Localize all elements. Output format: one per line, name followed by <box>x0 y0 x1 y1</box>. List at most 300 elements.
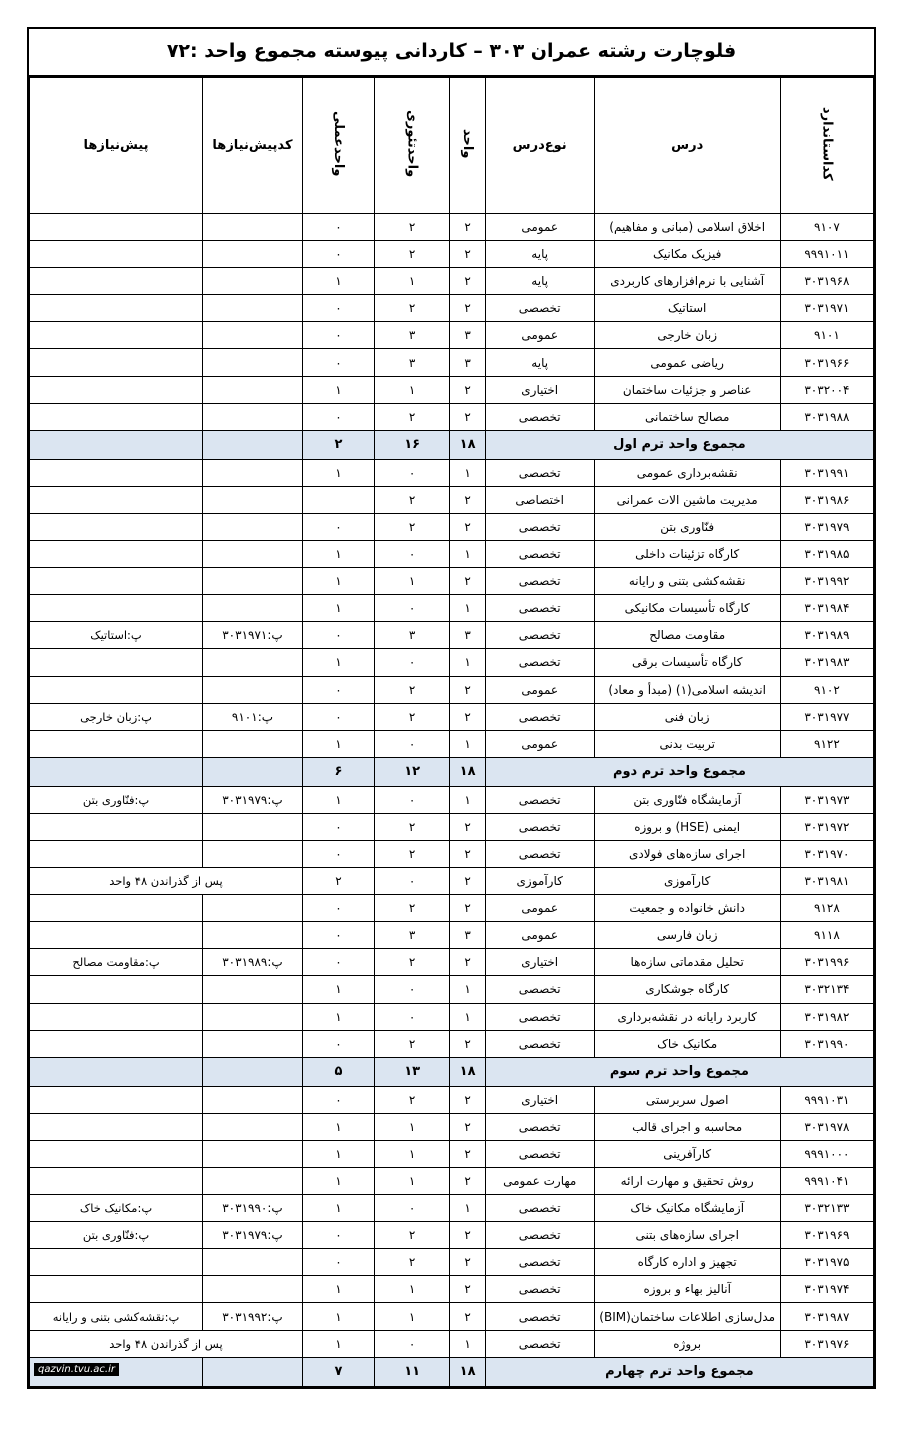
course-row <box>30 976 874 1003</box>
prerequisite-code <box>203 1030 303 1057</box>
prerequisite-code: پ:۳۰۳۱۹۹۲ <box>203 1303 303 1330</box>
course-row <box>30 403 874 430</box>
course-type: تخصصی <box>485 703 594 730</box>
prerequisite-name <box>30 376 203 403</box>
course-units: ۲ <box>450 1303 485 1330</box>
total-practical-units: ۶ <box>302 757 374 786</box>
course-type: تخصصی <box>485 786 594 813</box>
course-code: ۳۰۳۱۹۹۶ <box>780 949 873 976</box>
practical-units: ۱ <box>302 1140 374 1167</box>
prerequisite-name <box>30 840 203 867</box>
course-type: تخصصی <box>485 1222 594 1249</box>
course-name: اجرای سازه‌های فولادی <box>594 840 780 867</box>
header-prereq: پیش‌نیازها <box>30 78 203 214</box>
theory-units: ۲ <box>374 703 449 730</box>
theory-units: ۲ <box>374 295 449 322</box>
course-row <box>30 730 874 757</box>
course-name: اخلاق اسلامی (مبانی و مفاهیم) <box>594 214 780 241</box>
course-type: تخصصی <box>485 595 594 622</box>
practical-units: ۰ <box>302 214 374 241</box>
course-type: اختیاری <box>485 376 594 403</box>
prerequisite-name: پ:نقشه‌کشی بتنی و رایانه <box>30 1303 203 1330</box>
prerequisite-name <box>30 214 203 241</box>
course-code: ۳۰۳۱۹۶۶ <box>780 349 873 376</box>
course-row <box>30 703 874 730</box>
practical-units: ۱ <box>302 786 374 813</box>
course-name: آنالیز بهاء و بروزه <box>594 1276 780 1303</box>
table-body <box>30 214 874 1387</box>
course-name: کاربرد رایانه در نقشه‌برداری <box>594 1003 780 1030</box>
prerequisite-name: پ:فنّاوری بتن <box>30 786 203 813</box>
course-type: تخصصی <box>485 1003 594 1030</box>
theory-units: ۱ <box>374 568 449 595</box>
empty-cell <box>203 430 303 459</box>
course-row <box>30 376 874 403</box>
prerequisite-note: پس از گذراندن ۴۸ واحد <box>30 868 303 895</box>
course-type: تخصصی <box>485 976 594 1003</box>
course-row <box>30 241 874 268</box>
prerequisite-name <box>30 922 203 949</box>
course-units: ۲ <box>450 268 485 295</box>
course-units: ۲ <box>450 868 485 895</box>
prerequisite-code <box>203 268 303 295</box>
prerequisite-code: پ:۳۰۳۱۹۷۹ <box>203 786 303 813</box>
course-type: کارآموزی <box>485 868 594 895</box>
prerequisite-code <box>203 214 303 241</box>
theory-units: ۲ <box>374 486 449 513</box>
course-code: ۹۹۹۱۰۴۱ <box>780 1168 873 1195</box>
course-units: ۲ <box>450 513 485 540</box>
course-type: عمومی <box>485 676 594 703</box>
total-practical-units: ۲ <box>302 430 374 459</box>
course-type: تخصصی <box>485 1030 594 1057</box>
course-units: ۲ <box>450 295 485 322</box>
course-name: زبان فارسی <box>594 922 780 949</box>
practical-units: ۰ <box>302 295 374 322</box>
course-units: ۲ <box>450 214 485 241</box>
course-units: ۲ <box>450 703 485 730</box>
course-type: تخصصی <box>485 541 594 568</box>
prerequisite-name <box>30 322 203 349</box>
practical-units: ۰ <box>302 1222 374 1249</box>
prerequisite-code: پ:۳۰۳۱۹۸۹ <box>203 949 303 976</box>
course-units: ۱ <box>450 541 485 568</box>
theory-units: ۳ <box>374 622 449 649</box>
course-row <box>30 214 874 241</box>
course-name: کارگاه تأسیسات برقی <box>594 649 780 676</box>
course-name: تربیت بدنی <box>594 730 780 757</box>
course-code: ۹۱۲۲ <box>780 730 873 757</box>
prerequisite-code <box>203 649 303 676</box>
practical-units: ۱ <box>302 1003 374 1030</box>
table-header-row <box>30 78 874 214</box>
theory-units: ۰ <box>374 786 449 813</box>
practical-units: ۱ <box>302 649 374 676</box>
practical-units: ۰ <box>302 1086 374 1113</box>
theory-units: ۰ <box>374 595 449 622</box>
total-units: ۱۸ <box>450 1357 485 1386</box>
prerequisite-name <box>30 241 203 268</box>
header-theory: واحدتئوری <box>374 78 449 214</box>
practical-units: ۱ <box>302 1303 374 1330</box>
theory-units: ۲ <box>374 513 449 540</box>
course-type: تخصصی <box>485 1276 594 1303</box>
practical-units: ۰ <box>302 513 374 540</box>
course-units: ۱ <box>450 459 485 486</box>
practical-units: ۱ <box>302 1195 374 1222</box>
practical-units: ۰ <box>302 922 374 949</box>
prerequisite-name <box>30 1168 203 1195</box>
prerequisite-code <box>203 376 303 403</box>
prerequisite-name <box>30 649 203 676</box>
theory-units: ۰ <box>374 1195 449 1222</box>
course-code: ۳۰۳۱۹۷۷ <box>780 703 873 730</box>
practical-units: ۱ <box>302 1168 374 1195</box>
prerequisite-name <box>30 349 203 376</box>
term-total-label: مجموع واحد ترم دوم <box>485 757 873 786</box>
prerequisite-name <box>30 541 203 568</box>
course-row <box>30 1330 874 1357</box>
prerequisite-code <box>203 1113 303 1140</box>
prerequisite-name <box>30 1003 203 1030</box>
course-code: ۳۰۳۱۹۸۷ <box>780 1303 873 1330</box>
course-units: ۱ <box>450 1195 485 1222</box>
course-row <box>30 813 874 840</box>
prerequisite-code: پ:۳۰۳۱۹۷۹ <box>203 1222 303 1249</box>
course-row <box>30 1140 874 1167</box>
course-name: آزمایشگاه فنّاوری بتن <box>594 786 780 813</box>
prerequisite-code <box>203 595 303 622</box>
theory-units: ۱ <box>374 1140 449 1167</box>
prerequisite-name <box>30 1113 203 1140</box>
theory-units: ۱ <box>374 1303 449 1330</box>
practical-units <box>302 486 374 513</box>
header-code: کداستاندارد <box>780 78 873 214</box>
practical-units: ۰ <box>302 1030 374 1057</box>
prerequisite-name <box>30 1030 203 1057</box>
course-row <box>30 459 874 486</box>
course-type: عمومی <box>485 730 594 757</box>
prerequisite-name <box>30 1249 203 1276</box>
theory-units: ۰ <box>374 1330 449 1357</box>
course-row <box>30 1030 874 1057</box>
course-units: ۳ <box>450 322 485 349</box>
course-name: کارآفرینی <box>594 1140 780 1167</box>
prerequisite-code <box>203 1276 303 1303</box>
practical-units: ۱ <box>302 1276 374 1303</box>
course-type: عمومی <box>485 895 594 922</box>
course-row <box>30 595 874 622</box>
course-name: بروژه <box>594 1330 780 1357</box>
page-title: فلوچارت رشته عمران ۳۰۳ – کاردانی پیوسته مجموع واحد :۷۲ <box>29 29 874 77</box>
course-name: کارگاه جوشکاری <box>594 976 780 1003</box>
course-name: کارگاه تزئینات داخلی <box>594 541 780 568</box>
prerequisite-name <box>30 486 203 513</box>
course-row <box>30 676 874 703</box>
course-type: اختصاصی <box>485 486 594 513</box>
theory-units: ۱ <box>374 1276 449 1303</box>
course-type: پایه <box>485 349 594 376</box>
practical-units: ۰ <box>302 322 374 349</box>
course-name: مدل‌سازی اطلاعات ساختمان(BIM) <box>594 1303 780 1330</box>
course-type: عمومی <box>485 322 594 349</box>
practical-units: ۰ <box>302 241 374 268</box>
practical-units: ۰ <box>302 1249 374 1276</box>
prerequisite-code <box>203 459 303 486</box>
course-name: روش تحقیق و مهارت ارائه <box>594 1168 780 1195</box>
total-units: ۱۸ <box>450 430 485 459</box>
course-units: ۲ <box>450 840 485 867</box>
course-code: ۳۰۳۲۰۰۴ <box>780 376 873 403</box>
course-type: تخصصی <box>485 1330 594 1357</box>
theory-units: ۰ <box>374 459 449 486</box>
prerequisite-code <box>203 813 303 840</box>
empty-cell <box>30 757 203 786</box>
course-type: تخصصی <box>485 840 594 867</box>
practical-units: ۲ <box>302 868 374 895</box>
theory-units: ۰ <box>374 730 449 757</box>
course-row <box>30 486 874 513</box>
theory-units: ۲ <box>374 895 449 922</box>
course-row <box>30 349 874 376</box>
course-units: ۲ <box>450 568 485 595</box>
course-units: ۲ <box>450 949 485 976</box>
course-units: ۳ <box>450 922 485 949</box>
prerequisite-code <box>203 349 303 376</box>
course-row <box>30 840 874 867</box>
course-row <box>30 541 874 568</box>
prerequisite-name <box>30 676 203 703</box>
empty-cell <box>203 1057 303 1086</box>
course-name: اصول سربرستی <box>594 1086 780 1113</box>
total-theory-units: ۱۶ <box>374 430 449 459</box>
site-watermark: qazvin.tvu.ac.ir <box>34 1363 119 1376</box>
course-row <box>30 513 874 540</box>
course-type: پایه <box>485 241 594 268</box>
course-units: ۱ <box>450 595 485 622</box>
course-row <box>30 895 874 922</box>
prerequisite-code <box>203 676 303 703</box>
course-units: ۲ <box>450 1140 485 1167</box>
theory-units: ۰ <box>374 868 449 895</box>
theory-units: ۰ <box>374 1003 449 1030</box>
prerequisite-name: پ:زبان خارجی <box>30 703 203 730</box>
course-code: ۳۰۳۲۱۳۴ <box>780 976 873 1003</box>
course-units: ۲ <box>450 1168 485 1195</box>
practical-units: ۰ <box>302 622 374 649</box>
term-total-label: مجموع واحد ترم سوم <box>485 1057 873 1086</box>
prerequisite-name <box>30 268 203 295</box>
course-code: ۳۰۳۲۱۳۳ <box>780 1195 873 1222</box>
course-code: ۳۰۳۱۹۷۵ <box>780 1249 873 1276</box>
term-total-row <box>30 757 874 786</box>
prerequisite-code: پ:۳۰۳۱۹۹۰ <box>203 1195 303 1222</box>
course-type: تخصصی <box>485 649 594 676</box>
course-row <box>30 322 874 349</box>
total-theory-units: ۱۳ <box>374 1057 449 1086</box>
course-name: زبان خارجی <box>594 322 780 349</box>
prerequisite-code <box>203 322 303 349</box>
course-code: ۹۹۹۱۰۳۱ <box>780 1086 873 1113</box>
prerequisite-name <box>30 895 203 922</box>
course-units: ۲ <box>450 1030 485 1057</box>
empty-cell <box>203 757 303 786</box>
prerequisite-code <box>203 568 303 595</box>
course-units: ۱ <box>450 649 485 676</box>
theory-units: ۲ <box>374 1222 449 1249</box>
course-name: آزمایشگاه مکانیک خاک <box>594 1195 780 1222</box>
prerequisite-name <box>30 1276 203 1303</box>
course-code: ۹۱۱۸ <box>780 922 873 949</box>
header-prereq-code: کدپیش‌نیازها <box>203 78 303 214</box>
practical-units: ۰ <box>302 403 374 430</box>
header-course: درس <box>594 78 780 214</box>
practical-units: ۰ <box>302 349 374 376</box>
course-type: تخصصی <box>485 295 594 322</box>
course-row <box>30 1195 874 1222</box>
theory-units: ۲ <box>374 1249 449 1276</box>
course-name: ایمنی (HSE) و بروزه <box>594 813 780 840</box>
course-code: ۳۰۳۱۹۸۱ <box>780 868 873 895</box>
course-row <box>30 949 874 976</box>
course-row <box>30 295 874 322</box>
course-row <box>30 786 874 813</box>
course-name: مصالح ساختمانی <box>594 403 780 430</box>
course-units: ۱ <box>450 1330 485 1357</box>
course-code: ۳۰۳۱۹۸۸ <box>780 403 873 430</box>
course-units: ۲ <box>450 676 485 703</box>
total-practical-units: ۵ <box>302 1057 374 1086</box>
course-code: ۹۹۹۱۰۰۰ <box>780 1140 873 1167</box>
course-units: ۱ <box>450 730 485 757</box>
curriculum-sheet <box>27 27 876 1389</box>
course-name: مدیریت ماشین الات عمرانی <box>594 486 780 513</box>
course-code: ۹۱۰۱ <box>780 322 873 349</box>
course-row <box>30 1249 874 1276</box>
course-name: مقاومت مصالح <box>594 622 780 649</box>
course-row <box>30 1303 874 1330</box>
prerequisite-name <box>30 459 203 486</box>
empty-cell <box>203 1357 303 1386</box>
course-units: ۲ <box>450 403 485 430</box>
course-type: تخصصی <box>485 813 594 840</box>
course-name: آشنایی با نرم‌افزارهای کاربردی <box>594 268 780 295</box>
course-row <box>30 1222 874 1249</box>
course-code: ۳۰۳۱۹۷۰ <box>780 840 873 867</box>
course-code: ۹۹۹۱۰۱۱ <box>780 241 873 268</box>
practical-units: ۰ <box>302 703 374 730</box>
theory-units: ۲ <box>374 840 449 867</box>
course-code: ۳۰۳۱۹۷۴ <box>780 1276 873 1303</box>
course-name: اندیشه اسلامی(۱) (مبدأ و معاد) <box>594 676 780 703</box>
course-code: ۳۰۳۱۹۶۹ <box>780 1222 873 1249</box>
course-units: ۳ <box>450 349 485 376</box>
course-name: تجهیز و اداره کارگاه <box>594 1249 780 1276</box>
practical-units: ۰ <box>302 949 374 976</box>
course-name: استاتیک <box>594 295 780 322</box>
course-code: ۳۰۳۱۹۷۹ <box>780 513 873 540</box>
prerequisite-note: پس از گذراندن ۴۸ واحد <box>30 1330 303 1357</box>
prerequisite-code <box>203 295 303 322</box>
course-units: ۲ <box>450 486 485 513</box>
course-row <box>30 649 874 676</box>
prerequisite-name <box>30 403 203 430</box>
prerequisite-code <box>203 730 303 757</box>
theory-units: ۲ <box>374 241 449 268</box>
term-total-label: مجموع واحد ترم اول <box>485 430 873 459</box>
prerequisite-code <box>203 486 303 513</box>
prerequisite-name: پ:فنّاوری بتن <box>30 1222 203 1249</box>
term-total-row <box>30 430 874 459</box>
course-code: ۳۰۳۱۹۸۹ <box>780 622 873 649</box>
theory-units: ۳ <box>374 349 449 376</box>
course-code: ۳۰۳۱۹۶۸ <box>780 268 873 295</box>
course-row <box>30 622 874 649</box>
practical-units: ۰ <box>302 676 374 703</box>
course-row <box>30 1276 874 1303</box>
practical-units: ۰ <box>302 813 374 840</box>
course-type: تخصصی <box>485 1303 594 1330</box>
term-total-row <box>30 1357 874 1386</box>
theory-units: ۲ <box>374 813 449 840</box>
course-name: نقشه‌کشی بتنی و رایانه <box>594 568 780 595</box>
header-units: واحد <box>450 78 485 214</box>
course-units: ۱ <box>450 786 485 813</box>
course-row <box>30 268 874 295</box>
term-total-row <box>30 1057 874 1086</box>
empty-cell <box>30 1057 203 1086</box>
course-row <box>30 1113 874 1140</box>
course-row <box>30 1086 874 1113</box>
header-type: نوع‌درس <box>485 78 594 214</box>
course-code: ۳۰۳۱۹۷۳ <box>780 786 873 813</box>
prerequisite-name <box>30 513 203 540</box>
course-units: ۳ <box>450 622 485 649</box>
course-code: ۳۰۳۱۹۸۳ <box>780 649 873 676</box>
course-units: ۱ <box>450 1003 485 1030</box>
course-name: فنّاوری بتن <box>594 513 780 540</box>
prerequisite-name <box>30 595 203 622</box>
prerequisite-name <box>30 1140 203 1167</box>
prerequisite-name: پ:مکانیک خاک <box>30 1195 203 1222</box>
course-type: مهارت عمومی <box>485 1168 594 1195</box>
theory-units: ۲ <box>374 403 449 430</box>
course-code: ۳۰۳۱۹۷۶ <box>780 1330 873 1357</box>
prerequisite-name <box>30 1086 203 1113</box>
course-type: اختیاری <box>485 1086 594 1113</box>
course-name: دانش خانواده و جمعیت <box>594 895 780 922</box>
theory-units: ۳ <box>374 922 449 949</box>
theory-units: ۲ <box>374 949 449 976</box>
course-type: تخصصی <box>485 1113 594 1140</box>
total-practical-units: ۷ <box>302 1357 374 1386</box>
course-name: کارگاه تأسیسات مکانیکی <box>594 595 780 622</box>
term-total-label: مجموع واحد ترم چهارم <box>485 1357 873 1386</box>
theory-units: ۲ <box>374 1030 449 1057</box>
prerequisite-code <box>203 1003 303 1030</box>
practical-units: ۱ <box>302 541 374 568</box>
course-name: فیزیک مکانیک <box>594 241 780 268</box>
prerequisite-code: پ:۳۰۳۱۹۷۱ <box>203 622 303 649</box>
course-row <box>30 1168 874 1195</box>
theory-units: ۰ <box>374 976 449 1003</box>
theory-units: ۲ <box>374 1086 449 1113</box>
course-row <box>30 922 874 949</box>
theory-units: ۰ <box>374 541 449 568</box>
course-units: ۱ <box>450 976 485 1003</box>
course-code: ۳۰۳۱۹۸۲ <box>780 1003 873 1030</box>
theory-units: ۳ <box>374 322 449 349</box>
